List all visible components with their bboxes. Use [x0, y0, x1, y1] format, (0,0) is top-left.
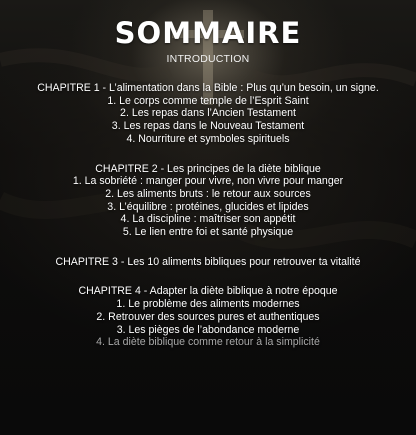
chapter-title: CHAPITRE 4 - Adapter la diète biblique à notre époque: [78, 285, 338, 298]
chapter-title: CHAPITRE 2 - Les principes de la diète biblique: [95, 162, 321, 175]
page-title: SOMMAIRE: [114, 16, 302, 50]
list-item: 4. Nourriture et symboles spirituels: [126, 132, 290, 145]
chapter-title: CHAPITRE 3 - Les 10 aliments bibliques pour retrouver ta vitalité: [55, 255, 361, 268]
list-item: 3. Les pièges de l’abondance moderne: [116, 323, 300, 336]
list-item: 3. Les repas dans le Nouveau Testament: [111, 120, 305, 133]
list-item: 5. Le lien entre foi et santé physique: [122, 226, 294, 239]
list-item: 1. Le corps comme temple de l’Esprit Saint: [107, 94, 309, 107]
chapter-4: [0, 285, 416, 349]
list-item: 1. La sobriété : manger pour vivre, non vivre pour manger: [72, 175, 344, 188]
chapter-2: [0, 163, 416, 239]
list-item: 4. La discipline : maîtriser son appétit: [120, 213, 296, 226]
chapter-1: [0, 82, 416, 146]
list-item: 4. La diète biblique comme retour à la simplicité: [96, 336, 320, 349]
chapter-3: [0, 256, 416, 269]
list-item: 2. Les aliments bruts : le retour aux sources: [105, 187, 311, 200]
list-item: 2. Les repas dans l’Ancien Testament: [120, 107, 296, 120]
list-item: 3. L’équilibre : protéines, glucides et lipides: [107, 200, 309, 213]
list-item: 2. Retrouver des sources pures et authentiques: [96, 310, 320, 323]
introduction-label: INTRODUCTION: [166, 53, 250, 65]
list-item: 1. Le problème des aliments modernes: [116, 298, 300, 311]
chapter-title: CHAPITRE 1 - L’alimentation dans la Bible : Plus qu’un besoin, un signe.: [37, 82, 379, 94]
